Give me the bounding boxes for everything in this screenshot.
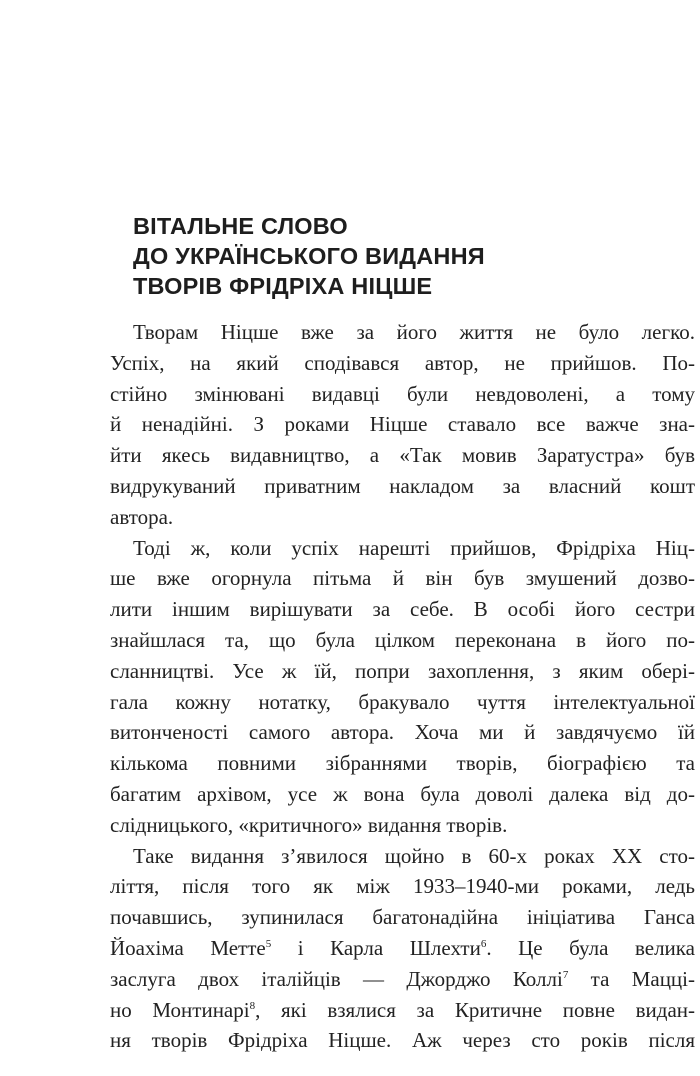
- text-line-content: автора.: [110, 504, 174, 529]
- text-line-content: Тоді ж, коли успіх нарешті прийшов, Фрідріха Ніц-: [133, 535, 695, 560]
- paragraph-2: [110, 533, 695, 841]
- footnote-ref-5[interactable]: 5: [265, 937, 272, 950]
- body-text: [110, 317, 696, 1056]
- text-line: [110, 871, 695, 902]
- text-line-content: й ненадійні. З роками Ніцше ставало все важче зна-: [110, 412, 695, 437]
- paragraph-3: [110, 841, 696, 1057]
- text-line-content: видрукуваний приватним накладом за власний кошт: [110, 473, 695, 498]
- text-segment: заслуга двох італійців — Джорджо Коллі: [110, 966, 563, 991]
- heading-line-3: ТВОРІВ ФРІДРІХА НІЦШЕ: [133, 273, 433, 299]
- text-line-content: [110, 967, 695, 991]
- text-line: [110, 348, 695, 379]
- text-line-content: Таке видання з’явилося щойно в 60-х роках XX сто-: [133, 843, 695, 868]
- text-line-content: йти якесь видавництво, а «Так мовив Заратустра» був: [110, 443, 695, 468]
- text-segment: , які взялися за Критичне повне видан-: [255, 997, 696, 1022]
- text-line-content: ше вже огорнула пітьма й він був змушений дозво-: [110, 566, 695, 591]
- text-line-content: Успіх, на який сподівався автор, не прийшов. По-: [110, 350, 695, 375]
- footnote-ref-7[interactable]: 7: [562, 968, 569, 981]
- text-line-content: [110, 936, 695, 960]
- chapter-heading: [133, 211, 653, 301]
- text-line: [110, 933, 695, 964]
- text-line-content: ня творів Фрідріха Ніцше. Аж через сто років після: [110, 1028, 695, 1053]
- text-line-content: витонченості самого автора. Хоча ми й завдячуємо їй: [110, 720, 695, 745]
- text-line-content: сланництві. Усе ж їй, попри захоплення, з яким обері-: [110, 658, 695, 683]
- name-schlechta: і Карла Шлехти: [271, 935, 481, 960]
- text-line-content: кількома повними зібраннями творів, біографією та: [110, 751, 695, 776]
- text-line: [110, 625, 695, 656]
- text-line: [110, 471, 695, 502]
- text-segment: . Це була велика: [486, 935, 695, 960]
- text-line: [110, 563, 695, 594]
- text-line: [110, 656, 695, 687]
- text-line-content: багатим архівом, усе ж вона була доволі далека від до-: [110, 781, 695, 806]
- text-line: [110, 594, 695, 625]
- text-line-content: Творам Ніцше вже за його життя не було легко.: [133, 320, 695, 344]
- text-line: [110, 995, 695, 1026]
- text-segment: та Маццi-: [568, 966, 695, 991]
- text-line-content: гала кожну нотатку, бракувало чуття інтелектуальної: [110, 689, 695, 714]
- text-line-content: почавшись, зупинилася багатонадійна ініціатива Ганса: [110, 905, 695, 930]
- text-line: [133, 841, 695, 872]
- name-mette: Йоахіма Метте: [110, 935, 266, 960]
- heading-line-2: ДО УКРАЇНСЬКОГО ВИДАННЯ: [133, 243, 485, 269]
- text-line: [110, 810, 695, 841]
- text-line: [110, 902, 695, 933]
- text-line: [110, 502, 695, 533]
- heading-line-1: ВІТАЛЬНЕ СЛОВО: [133, 213, 348, 239]
- name-montinari: но Монтинарі: [110, 997, 250, 1022]
- text-line: [133, 533, 695, 564]
- text-line: [110, 1025, 695, 1056]
- footnote-ref-8[interactable]: 8: [249, 999, 256, 1012]
- text-line-content: ліття, після того як між 1933–1940-ми роками, ледь: [110, 874, 695, 899]
- text-line: [110, 440, 695, 471]
- text-line: [110, 717, 695, 748]
- text-line: [110, 748, 695, 779]
- text-line: [133, 317, 695, 348]
- text-line: [110, 379, 695, 410]
- text-line: [110, 687, 695, 718]
- footnote-ref-6[interactable]: 6: [480, 937, 487, 950]
- text-line: [110, 964, 695, 995]
- text-line: [110, 779, 695, 810]
- text-line-content: лити іншим вирішувати за себе. В особі його сестри: [110, 597, 695, 622]
- text-line-content: [110, 998, 695, 1022]
- text-line-content: слідницького, «критичного» видання творів.: [110, 812, 508, 837]
- text-line-content: стійно змінювані видавці були невдоволені, а тому: [110, 381, 695, 406]
- text-line-content: знайшлася та, що була цілком переконана в його по-: [110, 627, 695, 652]
- paragraph-1: [110, 317, 695, 533]
- text-line: [110, 409, 695, 440]
